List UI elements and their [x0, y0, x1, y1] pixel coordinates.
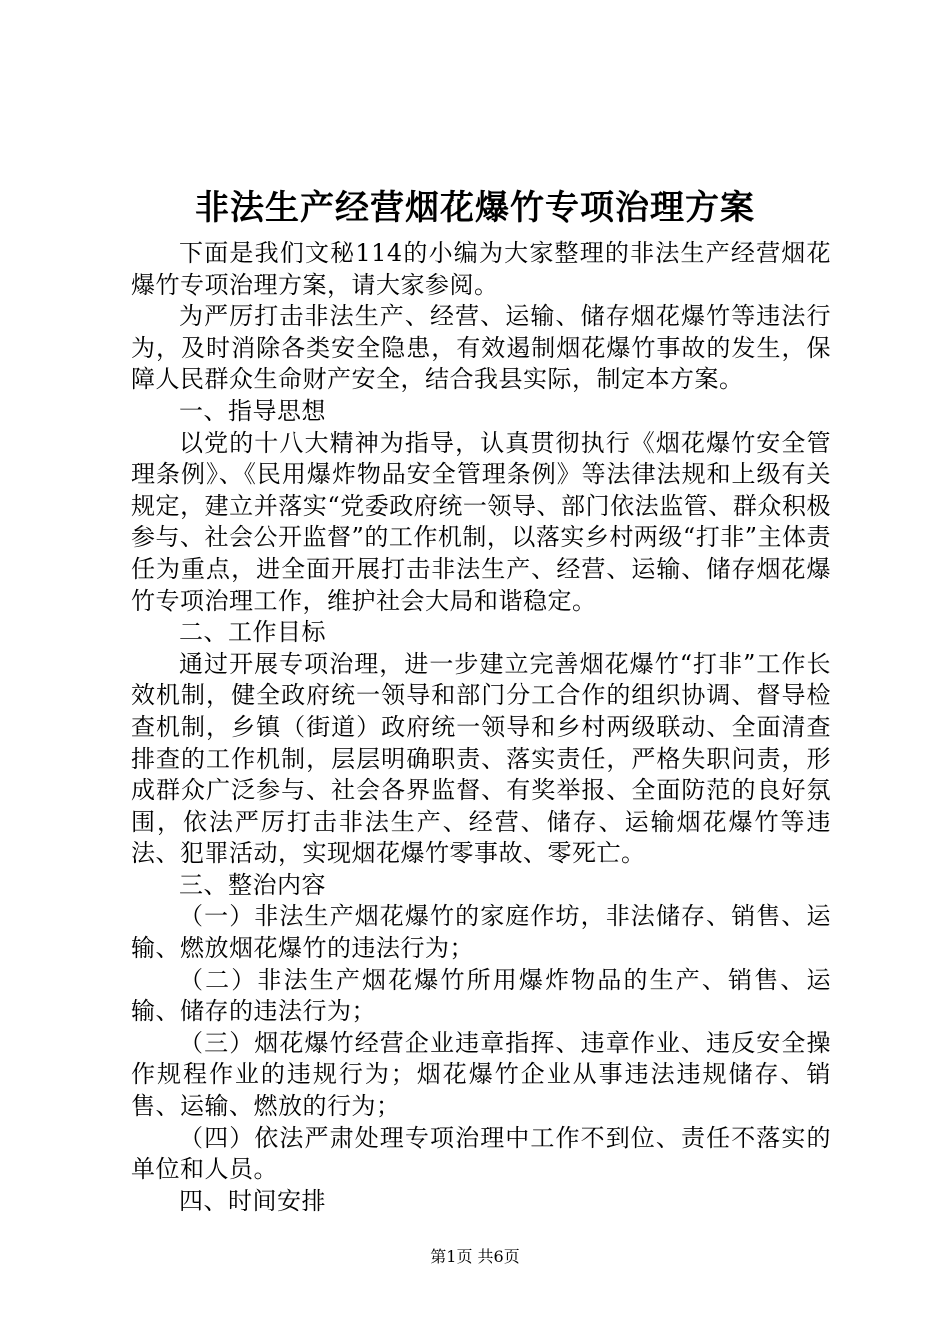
section-heading-work-goals: 二、工作目标 [179, 618, 326, 647]
intro-paragraph: 下面是我们文秘114的小编为大家整理的非法生产经营烟花爆竹专项治理方案，请大家参阅。 [131, 239, 831, 299]
guiding-thought-paragraph: 以党的十八大精神为指导，认真贯彻执行《烟花爆竹安全管理条例》、《民用爆炸物品安全管理条例》等法律法规和上级有关规定，建立并落实“党委政府统一领导、部门依法监管、群众积极参与、社会公开监督”的工作机制，以落实乡村两级“打非”主体责任为重点，进全面开展打击非法生产、经营、运输、储存烟花爆竹专项治理工作，维护社会大局和谐稳定。 [131, 428, 831, 615]
section-heading-rectification-content: 三、整治内容 [179, 870, 326, 899]
purpose-paragraph: 为严厉打击非法生产、经营、运输、储存烟花爆竹等违法行为，及时消除各类安全隐患，有效遏制烟花爆竹事故的发生，保障人民群众生命财产安全，结合我县实际，制定本方案。 [131, 302, 831, 394]
section-heading-schedule: 四、时间安排 [179, 1186, 326, 1215]
rectification-item-4: （四）依法严肃处理专项治理中工作不到位、责任不落实的单位和人员。 [131, 1123, 831, 1184]
rectification-item-2: （二）非法生产烟花爆竹所用爆炸物品的生产、销售、运输、储存的违法行为； [131, 965, 831, 1026]
rectification-item-1: （一）非法生产烟花爆竹的家庭作坊，非法储存、销售、运输、燃放烟花爆竹的违法行为； [131, 902, 831, 963]
document-body [131, 238, 831, 1217]
section-heading-guiding-thought: 一、指导思想 [179, 396, 326, 425]
work-goals-paragraph: 通过开展专项治理，进一步建立完善烟花爆竹“打非”工作长效机制，健全政府统一领导和部门分工合作的组织协调、督导检查机制，乡镇（街道）政府统一领导和乡村两级联动、全面清查排查的工作机制，层层明确职责、落实责任，严格失职问责，形成群众广泛参与、社会各界监督、有奖举报、全面防范的良好氛围，依法严厉打击非法生产、经营、储存、运输烟花爆竹等违法、犯罪活动，实现烟花爆竹零事故、零死亡。 [131, 649, 831, 868]
rectification-item-3: （三）烟花爆竹经营企业违章指挥、违章作业、违反安全操作规程作业的违规行为；烟花爆竹企业从事违法违规储存、销售、运输、燃放的行为； [131, 1028, 831, 1121]
page-footer: 第1页 共6页 [430, 1247, 520, 1266]
document-title: 非法生产经营烟花爆竹专项治理方案 [195, 188, 755, 228]
